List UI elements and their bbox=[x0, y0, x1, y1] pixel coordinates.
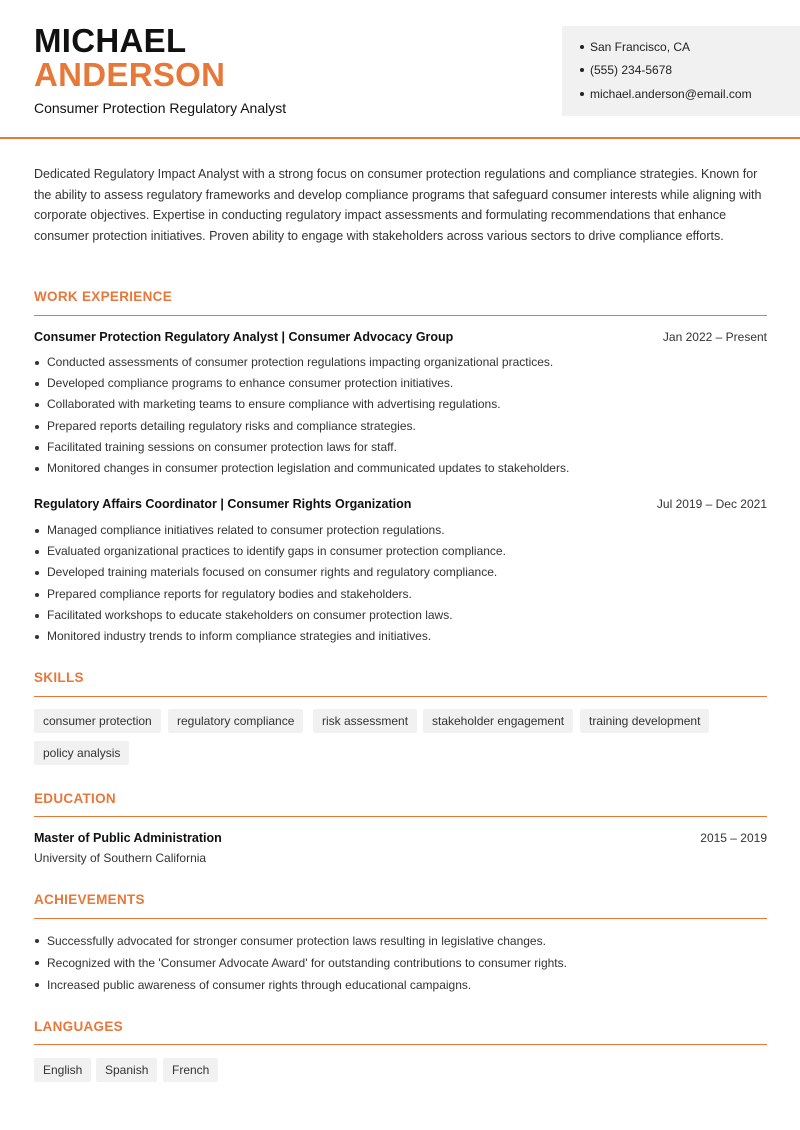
resume-header bbox=[0, 0, 800, 139]
education-school: University of Southern California bbox=[34, 851, 207, 865]
education-degree: Master of Public Administration bbox=[34, 831, 222, 845]
skill-chip: risk assessment bbox=[313, 709, 417, 733]
contact-box bbox=[562, 26, 800, 116]
job-header bbox=[34, 497, 767, 511]
section-divider bbox=[34, 1044, 767, 1045]
contact-email bbox=[580, 87, 752, 101]
list-item: Facilitated training sessions on consumer protection laws for staff. bbox=[34, 437, 767, 458]
job-role: Consumer Protection Regulatory Analyst | Consumer Advocacy Group bbox=[34, 330, 454, 344]
section-title-work: WORK EXPERIENCE bbox=[34, 289, 173, 304]
list-item: Monitored changes in consumer protection legislation and communicated updates to stakeholders. bbox=[34, 458, 767, 479]
last-name: ANDERSON bbox=[34, 56, 226, 93]
job-bullets bbox=[34, 520, 767, 647]
job-title: Consumer Protection Regulatory Analyst bbox=[34, 100, 287, 116]
section-divider bbox=[34, 315, 767, 316]
job-dates: Jul 2019 – Dec 2021 bbox=[656, 497, 767, 511]
list-item: Conducted assessments of consumer protection regulations impacting organizational practices. bbox=[34, 352, 767, 373]
list-item: Collaborated with marketing teams to ensure compliance with advertising regulations. bbox=[34, 394, 767, 415]
section-divider bbox=[34, 816, 767, 817]
contact-location bbox=[580, 40, 690, 54]
section-title-education: EDUCATION bbox=[34, 791, 116, 806]
section-title-skills: SKILLS bbox=[34, 670, 84, 685]
list-item: Developed training materials focused on consumer rights and regulatory compliance. bbox=[34, 562, 767, 583]
section-title-achievements: ACHIEVEMENTS bbox=[34, 892, 145, 907]
list-item: Increased public awareness of consumer rights through educational campaigns. bbox=[34, 974, 767, 996]
list-item: Recognized with the 'Consumer Advocate Award' for outstanding contributions to consumer rights. bbox=[34, 952, 767, 974]
skill-chip: regulatory compliance bbox=[168, 709, 303, 733]
achievements-list bbox=[34, 930, 767, 996]
skill-chip: consumer protection bbox=[34, 709, 161, 733]
list-item: Successfully advocated for stronger consumer protection laws resulting in legislative changes. bbox=[34, 930, 767, 952]
list-item: Monitored industry trends to inform compliance strategies and initiatives. bbox=[34, 626, 767, 647]
job-bullets bbox=[34, 352, 767, 479]
bullet-icon bbox=[580, 92, 584, 96]
section-divider bbox=[34, 918, 767, 919]
contact-phone bbox=[580, 63, 672, 77]
job-dates: Jan 2022 – Present bbox=[662, 330, 767, 344]
language-chip: French bbox=[163, 1058, 218, 1082]
list-item: Facilitated workshops to educate stakeholders on consumer protection laws. bbox=[34, 605, 767, 626]
language-chip: English bbox=[34, 1058, 91, 1082]
skill-chip: policy analysis bbox=[34, 741, 129, 765]
skill-chip: stakeholder engagement bbox=[423, 709, 573, 733]
skill-chip: training development bbox=[580, 709, 709, 733]
language-chip: Spanish bbox=[96, 1058, 157, 1082]
location-text: San Francisco, CA bbox=[590, 40, 691, 54]
education-dates: 2015 – 2019 bbox=[700, 831, 767, 845]
section-title-languages: LANGUAGES bbox=[34, 1019, 123, 1034]
list-item: Managed compliance initiatives related to consumer protection regulations. bbox=[34, 520, 767, 541]
list-item: Developed compliance programs to enhance consumer protection initiatives. bbox=[34, 373, 767, 394]
phone-text: (555) 234-5678 bbox=[590, 63, 673, 77]
section-divider bbox=[34, 696, 767, 697]
job-role: Regulatory Affairs Coordinator | Consumer Rights Organization bbox=[34, 497, 412, 511]
email-text: michael.anderson@email.com bbox=[590, 87, 752, 101]
bullet-icon bbox=[580, 68, 584, 72]
list-item: Evaluated organizational practices to identify gaps in consumer protection compliance. bbox=[34, 541, 767, 562]
job-header bbox=[34, 330, 767, 344]
bullet-icon bbox=[580, 45, 584, 49]
list-item: Prepared reports detailing regulatory risks and compliance strategies. bbox=[34, 416, 767, 437]
summary: Dedicated Regulatory Impact Analyst with a strong focus on consumer protection regulations and compliance strategies. Known for the ability to assess regulatory frameworks and develop compliance programs that safeguard consumer interests while aligning with corporate objectives. Expertise in conducting regulatory impact assessments and formulating recommendations that enhance consumer protection initiatives. Proven ability to engage with stakeholders across various sectors to drive compliance efforts. bbox=[34, 167, 762, 243]
first-name: MICHAEL bbox=[34, 22, 187, 59]
list-item: Prepared compliance reports for regulatory bodies and stakeholders. bbox=[34, 584, 767, 605]
